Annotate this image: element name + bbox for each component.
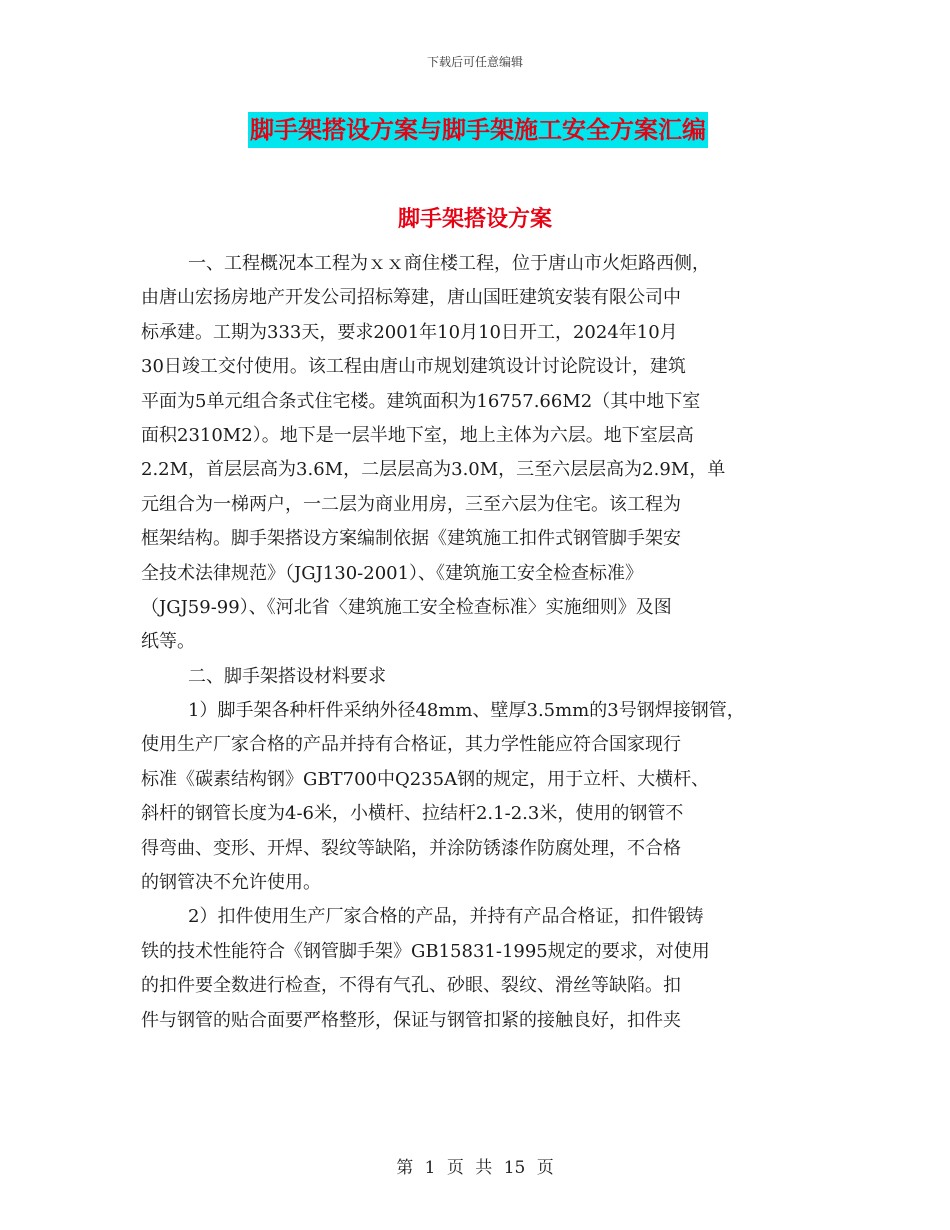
paragraph-line: 一、工程概况本工程为ｘｘ商住楼工程，位于唐山市火炬路西侧， <box>188 253 710 274</box>
paragraph-line: 铁的技术性能符合《钢管脚手架》GB15831-1995规定的要求，对使用 <box>141 940 710 962</box>
paragraph-line: 标准《碳素结构钢》GBT700中Q235A钢的规定，用于立杆、大横杆、 <box>141 768 710 790</box>
paragraph-line: 使用生产厂家合格的产品并持有合格证，其力学性能应符合国家现行 <box>141 734 681 756</box>
header-note: 下载后可任意编辑 <box>426 55 523 69</box>
paragraph-line: 2）扣件使用生产厂家合格的产品，并持有产品合格证，扣件锻铸 <box>188 906 704 928</box>
paragraph-line: 面积2310M2）。地下是一层半地下室，地上主体为六层。地下室层高 <box>141 424 694 446</box>
paragraph-line: 框架结构。脚手架搭设方案编制依据《建筑施工扣件式钢管脚手架安 <box>141 528 681 550</box>
paragraph-line: 1）脚手架各种杆件采纳外径48mm、壁厚3.5mm的3号钢焊接钢管， <box>188 700 745 722</box>
main-title: 脚手架搭设方案与脚手架施工安全方案汇编 <box>248 112 708 148</box>
paragraph-line: （JGJ59-99）、《河北省〈建筑施工安全检查标准〉实施细则》及图 <box>141 596 672 618</box>
paragraph-line: 纸等。 <box>141 631 195 653</box>
paragraph-line: 得弯曲、变形、开焊、裂纹等缺陷，并涂防锈漆作防腐处理，不合格 <box>141 837 681 859</box>
body-text <box>141 247 821 1038</box>
subheading-line: 二、脚手架搭设材料要求 <box>188 665 386 687</box>
paragraph-line: 30日竣工交付使用。该工程由唐山市规划建筑设计讨论院设计，建筑 <box>141 356 686 378</box>
paragraph-line: 标承建。工期为333天，要求2001年10月10日开工，2024年10月 <box>141 321 678 343</box>
paragraph-line: 元组合为一梯两户，一二层为商业用房，三至六层为住宅。该工程为 <box>141 493 681 515</box>
paragraph-line: 由唐山宏扬房地产开发公司招标筹建，唐山国旺建筑安装有限公司中 <box>141 287 681 309</box>
paragraph-line: 2.2M，首层层高为3.6M，二层层高为3.0M，三至六层层高为2.9M，单 <box>141 459 726 481</box>
paragraph-line: 件与钢管的贴合面要严格整形，保证与钢管扣紧的接触良好，扣件夹 <box>141 1009 681 1031</box>
paragraph-line: 全技术法律规范》（JGJ130-2001）、《建筑施工安全检查标准》 <box>141 562 644 584</box>
paragraph-line: 的钢管决不允许使用。 <box>141 872 321 894</box>
paragraph-line: 斜杆的钢管长度为4-6米，小横杆、拉结杆2.1-2.3米，使用的钢管不 <box>141 803 684 825</box>
section-title: 脚手架搭设方案 <box>397 206 552 232</box>
paragraph-line: 的扣件要全数进行检查，不得有气孔、砂眼、裂纹、滑丝等缺陷。扣 <box>141 975 681 997</box>
page-footer: 第 1 页 共 15 页 <box>396 1158 554 1178</box>
paragraph-line: 平面为5单元组合条式住宅楼。建筑面积为16757.66M2（其中地下室 <box>141 390 701 412</box>
